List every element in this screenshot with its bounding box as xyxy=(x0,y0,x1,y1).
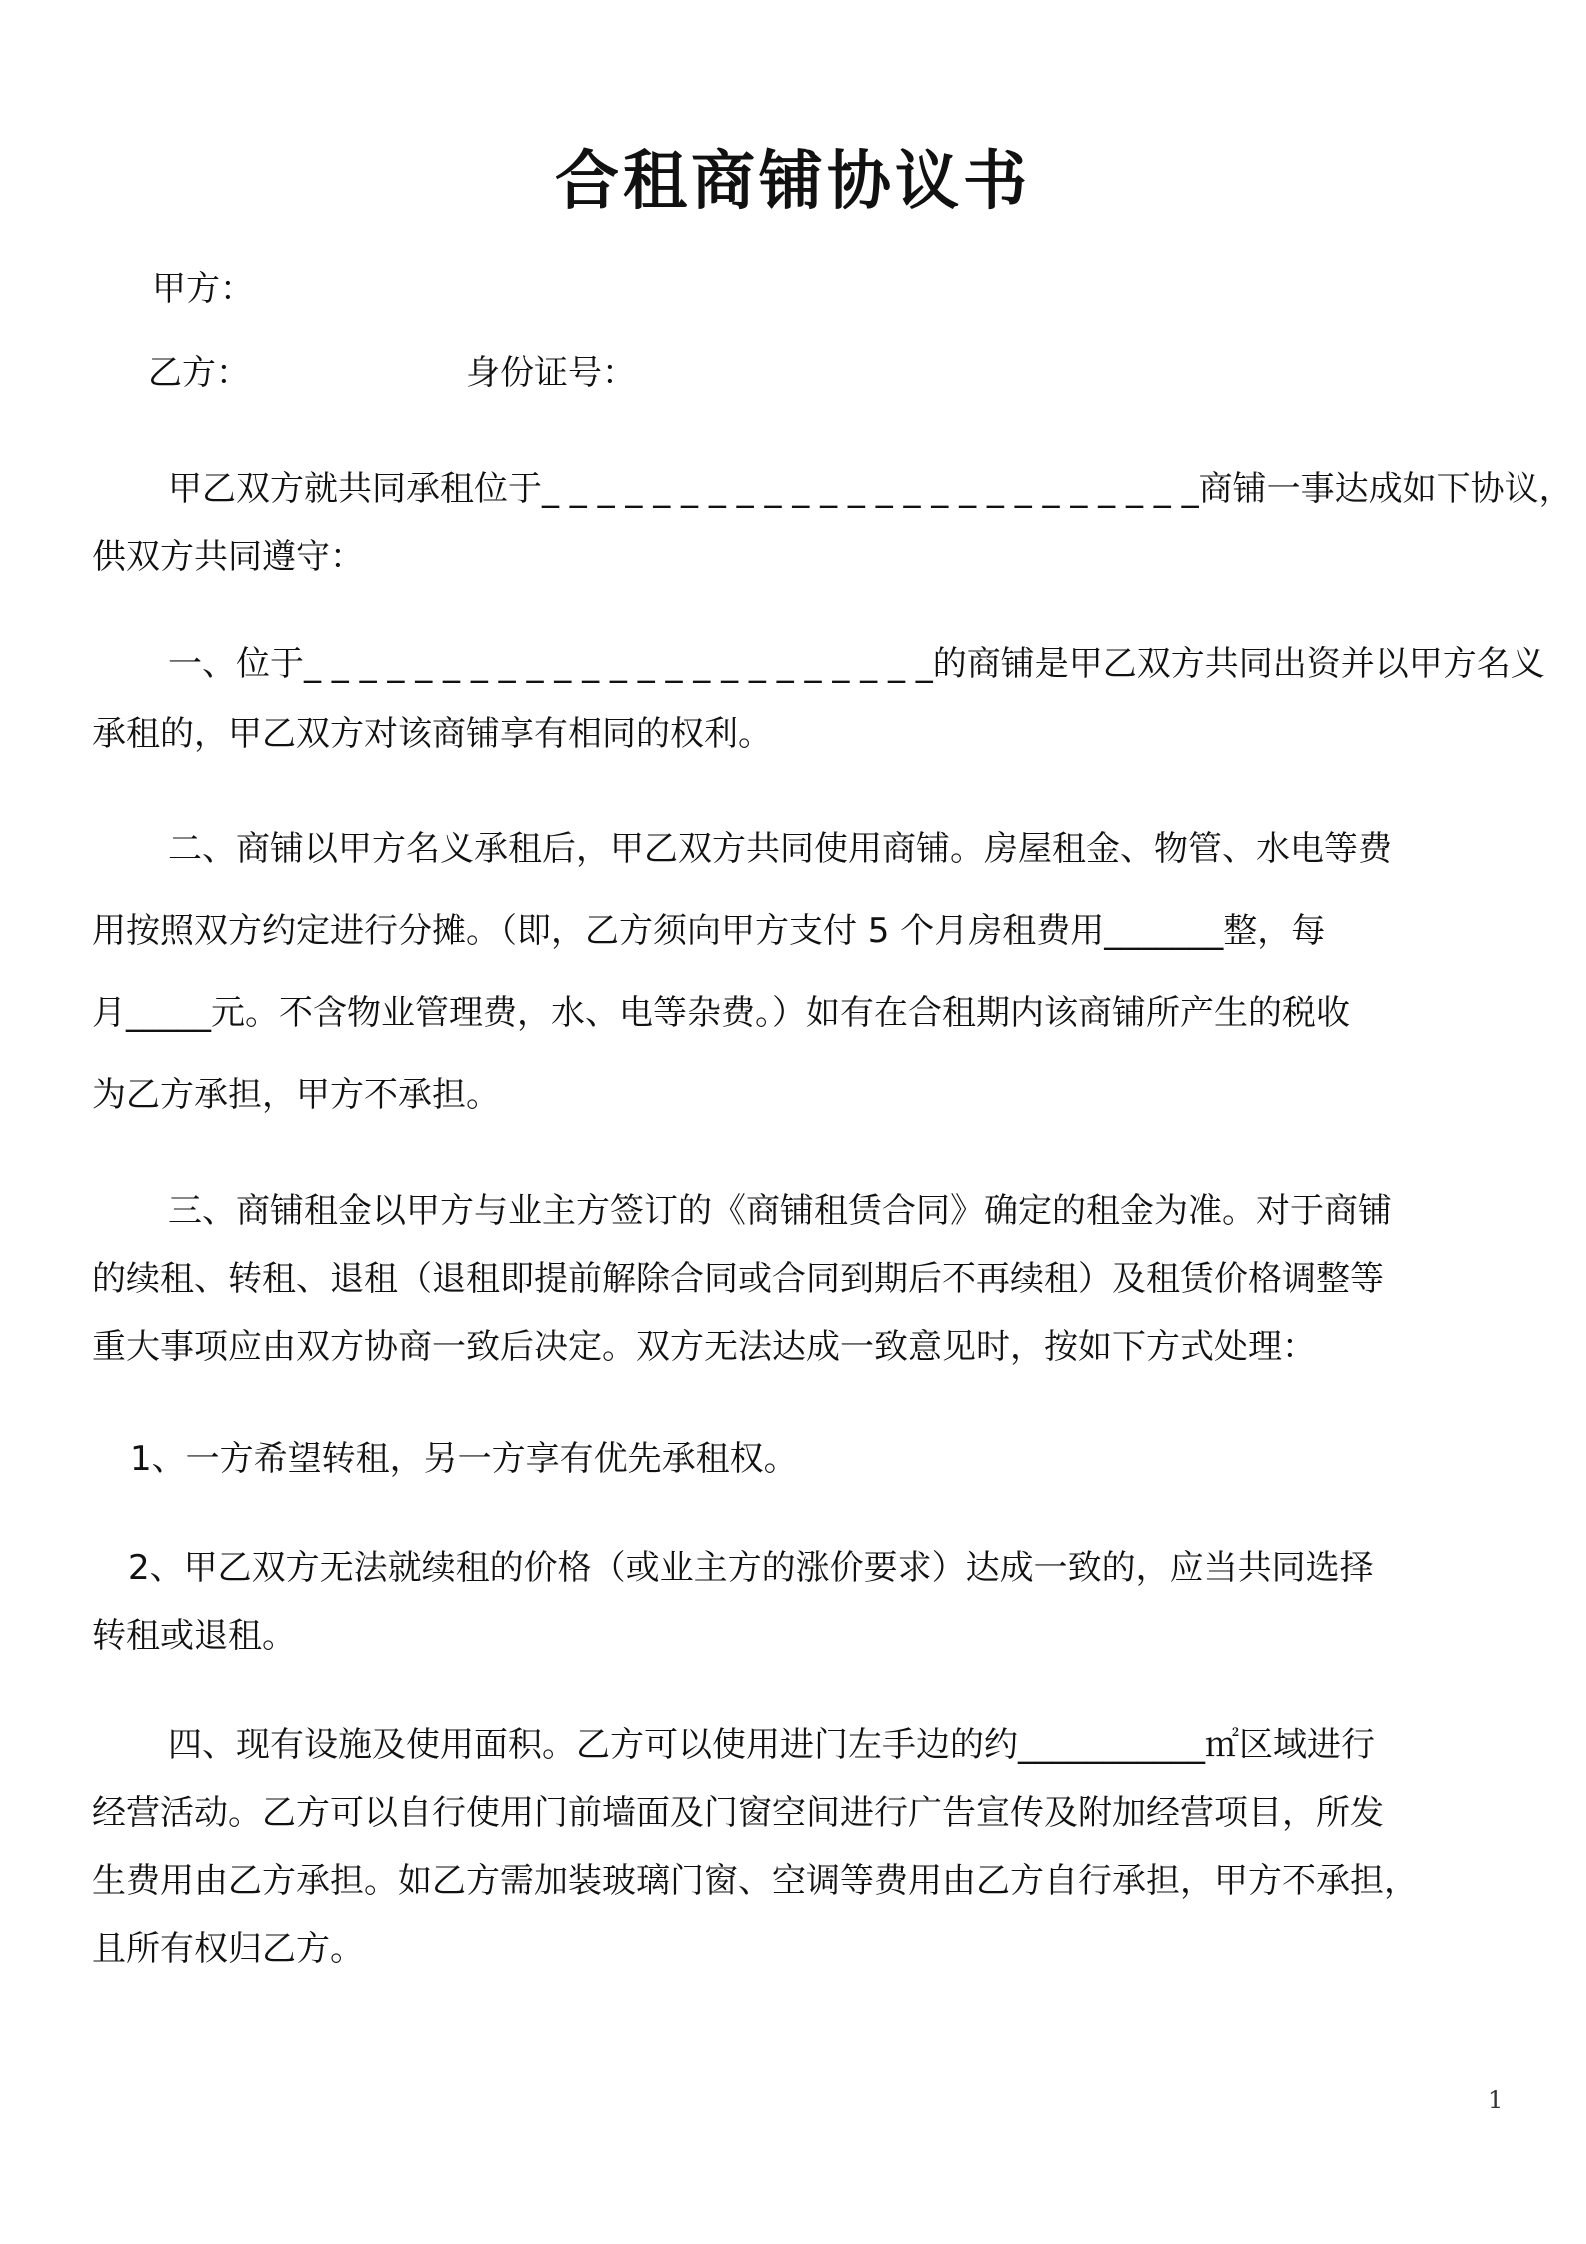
clause4-line-1: 四、现有设施及使用面积。乙方可以使用进门左手边的约___________㎡区域进行 xyxy=(168,1725,1375,1765)
clause3-line-1: 三、商铺租金以甲方与业主方签订的《商铺租赁合同》确定的租金为准。对于商铺 xyxy=(168,1191,1392,1231)
intro-line-1 xyxy=(168,466,1573,512)
clause2-line-3: 月_____元。不含物业管理费，水、电等杂费。）如有在合租期内该商铺所产生的税收 xyxy=(92,993,1350,1033)
clause1-location-blank: _ _ _ _ _ _ _ _ _ _ _ _ _ _ _ _ _ _ _ _ _ _ _ xyxy=(304,644,933,684)
clause1-text-before: 一、位于 xyxy=(168,644,304,684)
intro-text-after: 商铺一事达成如下协议， xyxy=(1198,469,1573,509)
clause3-item-1: 1、一方希望转租，另一方享有优先承租权。 xyxy=(130,1439,798,1479)
document-title: 合租商铺协议书 xyxy=(555,145,1031,219)
clause3-line-3: 重大事项应由双方协商一致后决定。双方无法达成一致意见时，按如下方式处理： xyxy=(92,1327,1316,1367)
party-a-label: 甲方： xyxy=(152,269,254,309)
clause3-item-2-line-1: 2、甲乙双方无法就续租的价格（或业主方的涨价要求）达成一致的，应当共同选择 xyxy=(128,1548,1374,1588)
clause2-line-2: 用按照双方约定进行分摊。（即，乙方须向甲方支付 5 个月房租费用_______整，每 xyxy=(92,911,1326,951)
party-b-label: 乙方： xyxy=(148,353,250,393)
id-number-label: 身份证号： xyxy=(466,353,636,393)
clause2-line-4: 为乙方承担，甲方不承担。 xyxy=(92,1075,500,1115)
page-number: 1 xyxy=(1488,2086,1504,2114)
clause4-line-2: 经营活动。乙方可以自行使用门前墙面及门窗空间进行广告宣传及附加经营项目，所发 xyxy=(92,1793,1384,1833)
clause4-line-4: 且所有权归乙方。 xyxy=(92,1929,364,1969)
clause3-line-2: 的续租、转租、退租（退租即提前解除合同或合同到期后不再续租）及租赁价格调整等 xyxy=(92,1259,1384,1299)
clause1-line-1 xyxy=(168,641,1545,687)
clause2-line-1: 二、商铺以甲方名义承租后，甲乙双方共同使用商铺。房屋租金、物管、水电等费 xyxy=(168,829,1392,869)
clause4-line-3: 生费用由乙方承担。如乙方需加装玻璃门窗、空调等费用由乙方自行承担，甲方不承担， xyxy=(92,1861,1418,1901)
intro-text-before: 甲乙双方就共同承租位于 xyxy=(168,469,542,509)
location-blank: _ _ _ _ _ _ _ _ _ _ _ _ _ _ _ _ _ _ _ _ _ _ _ _ xyxy=(542,469,1199,509)
clause3-item-2-line-2: 转租或退租。 xyxy=(92,1616,296,1656)
clause1-line-2: 承租的，甲乙双方对该商铺享有相同的权利。 xyxy=(92,714,772,754)
intro-line-2: 供双方共同遵守： xyxy=(92,537,364,577)
clause1-text-after: 的商铺是甲乙双方共同出资并以甲方名义 xyxy=(932,644,1545,684)
